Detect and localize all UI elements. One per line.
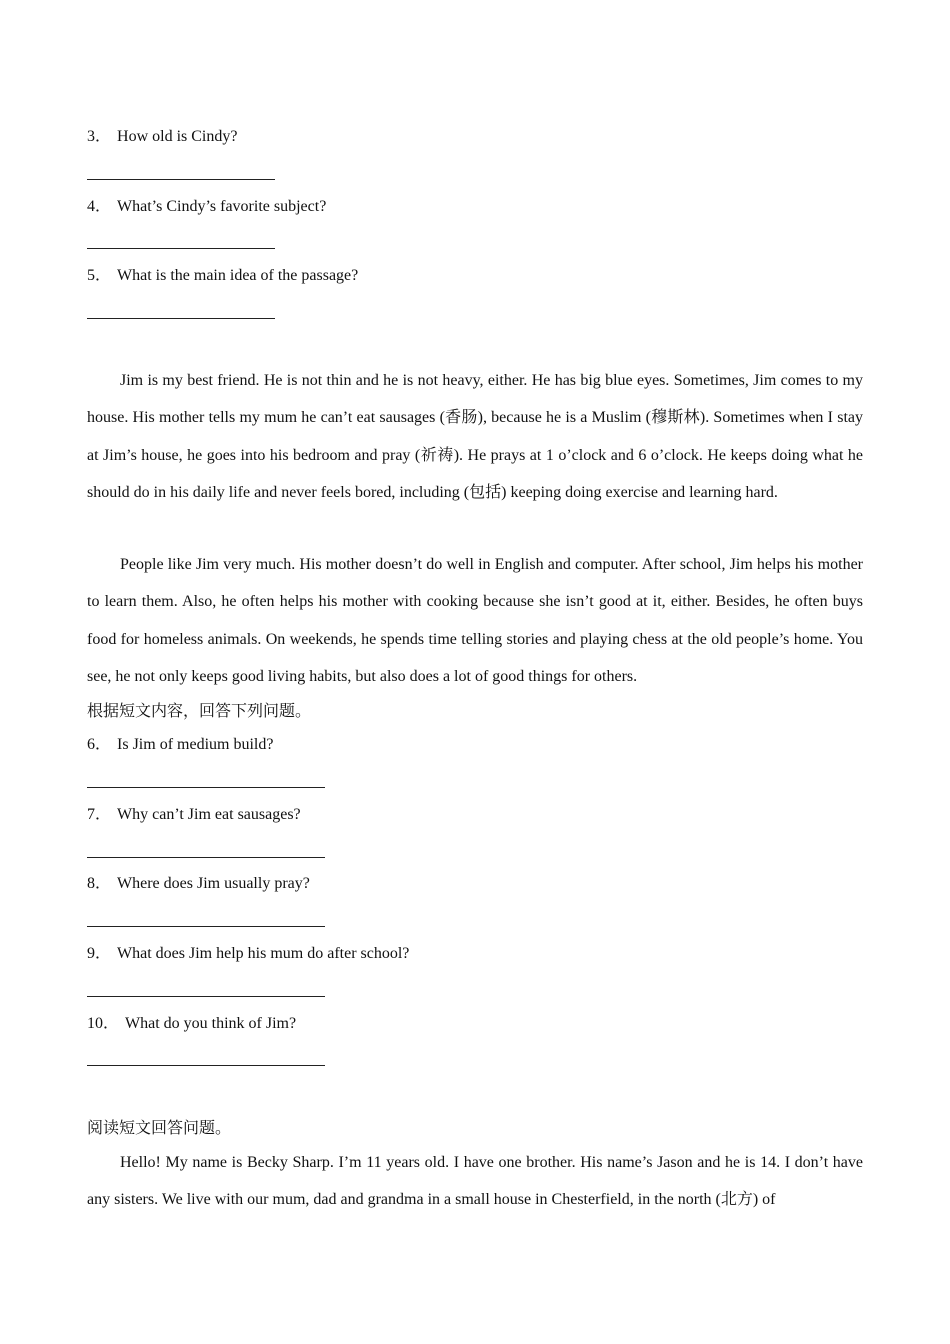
question-text: Is Jim of medium build? xyxy=(117,736,274,753)
answer-line-5[interactable] xyxy=(87,318,275,319)
question-9 xyxy=(87,944,409,964)
answer-line-7[interactable] xyxy=(87,857,325,858)
answer-line-9[interactable] xyxy=(87,996,325,997)
question-number: 4． xyxy=(87,198,112,215)
question-number: 5． xyxy=(87,267,112,284)
answer-line-8[interactable] xyxy=(87,926,325,927)
question-number: 8． xyxy=(87,875,112,892)
question-number: 3． xyxy=(87,128,112,145)
answer-line-6[interactable] xyxy=(87,787,325,788)
instruction-answer-questions: 根据短文内容，回答下列问题。 xyxy=(87,703,312,720)
question-number: 10． xyxy=(87,1015,120,1032)
question-7 xyxy=(87,805,301,825)
question-text: What does Jim help his mum do after school? xyxy=(117,945,410,962)
question-3 xyxy=(87,127,237,147)
question-text: Why can’t Jim eat sausages? xyxy=(117,806,301,823)
jim-paragraph-1: Jim is my best friend. He is not thin and he is not heavy, either. He has big blue eyes. Sometimes, Jim comes to my house. His mother tells my mum he can’t eat sausages (香肠), because he is a Muslim (穆斯林). Sometimes when I stay at Jim’s house, he goes into his bedroom and pray (祈祷). He prays at 1 o’clock and 6 o’clock. He keeps doing what he should do in his daily life and never feels bored, including (包括) keeping doing exercise and learning hard. xyxy=(87,372,863,502)
jim-paragraph-2: People like Jim very much. His mother doesn’t do well in English and computer. After school, Jim helps his mother to learn them. Also, he often helps his mother with cooking because she isn’t good at it, either. Besides, he often buys food for homeless animals. On weekends, he spends time telling stories and playing chess at the old people’s home. You see, he not only keeps good living habits, but also does a lot of good things for others. xyxy=(87,556,863,686)
question-6 xyxy=(87,735,273,755)
question-8 xyxy=(87,874,310,894)
answer-line-10[interactable] xyxy=(87,1065,325,1066)
question-number: 6． xyxy=(87,736,112,753)
question-4 xyxy=(87,197,326,217)
question-text: What’s Cindy’s favorite subject? xyxy=(117,198,327,215)
becky-paragraph-1: Hello! My name is Becky Sharp. I’m 11 years old. I have one brother. His name’s Jason and he is 14. I don’t have any sisters. We live with our mum, dad and grandma in a small house in Chesterfield, in the north (北方) of xyxy=(87,1154,863,1209)
answer-line-3[interactable] xyxy=(87,179,275,180)
question-number: 9． xyxy=(87,945,112,962)
question-text: What do you think of Jim? xyxy=(125,1015,297,1032)
question-text: What is the main idea of the passage? xyxy=(117,267,359,284)
answer-line-4[interactable] xyxy=(87,248,275,249)
question-text: How old is Cindy? xyxy=(117,128,238,145)
question-number: 7． xyxy=(87,806,112,823)
instruction-read-passage: 阅读短文回答问题。 xyxy=(87,1120,232,1137)
question-10 xyxy=(87,1014,296,1034)
question-text: Where does Jim usually pray? xyxy=(117,875,310,892)
question-5 xyxy=(87,266,358,286)
